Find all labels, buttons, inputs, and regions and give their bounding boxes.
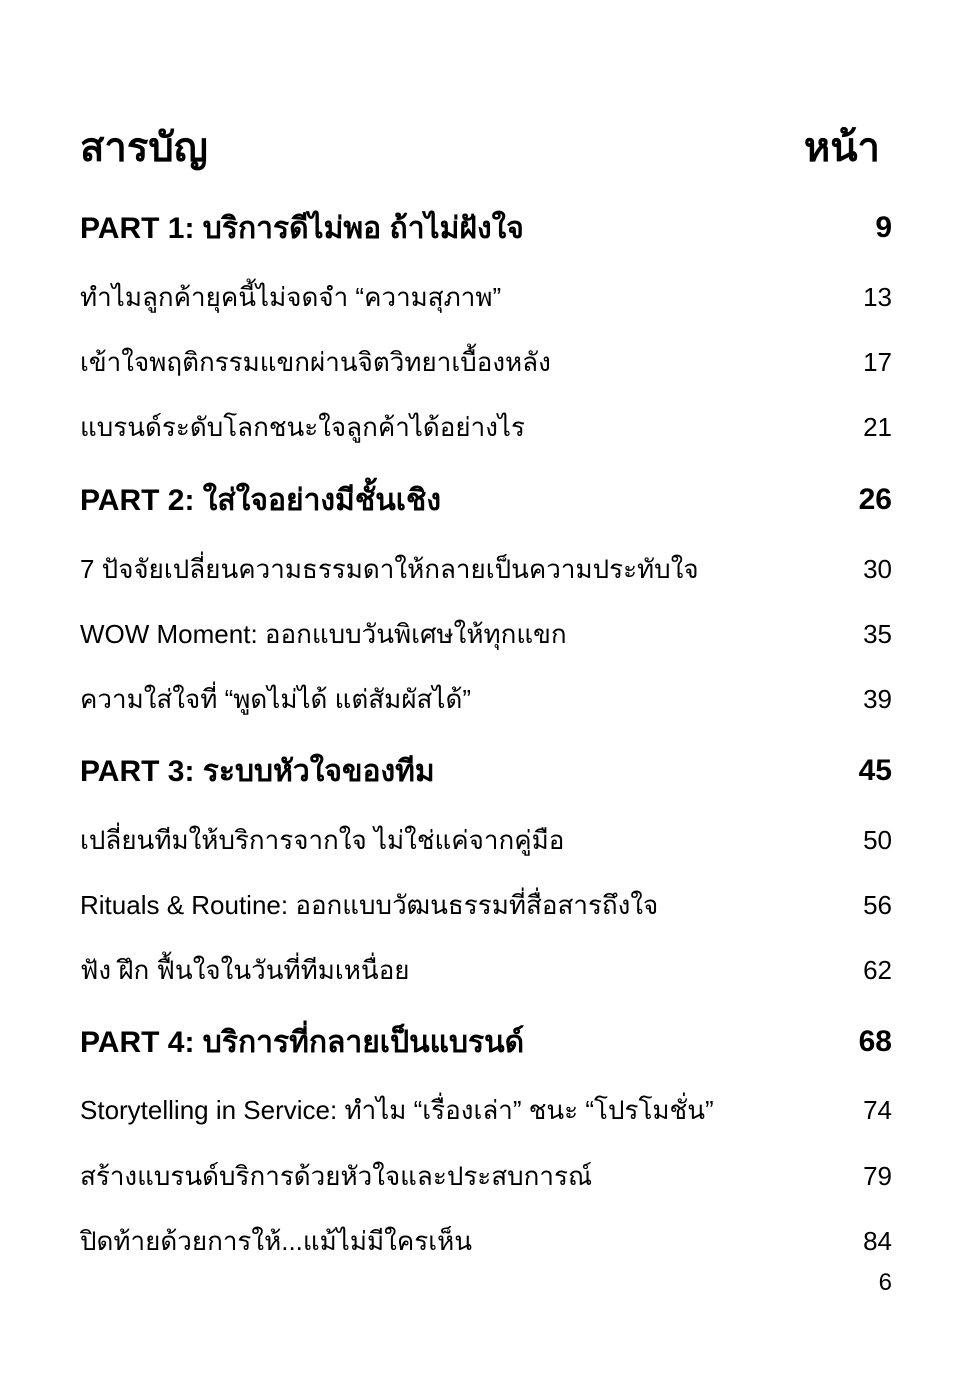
toc-chapter (80, 1090, 892, 1130)
toc-entry-page: 62 (863, 954, 892, 985)
toc-entry-label: ปิดท้ายด้วยการให้...แม้ไม่มีใครเห็น (80, 1225, 472, 1256)
toc-chapter (80, 1221, 892, 1261)
toc-part-3 (80, 746, 892, 796)
toc-entry-label: 7 ปัจจัยเปลี่ยนความธรรมดาให้กลายเป็นความประทับใจ (80, 553, 699, 584)
toc-entry-page: 56 (863, 889, 892, 920)
toc-entry-page: 50 (863, 824, 892, 855)
toc-chapter (80, 342, 892, 382)
toc-entry-label: ความใส่ใจที่ “พูดไม่ได้ แต่สัมผัสได้” (80, 683, 472, 714)
toc-chapter (80, 277, 892, 317)
toc-entry-page: 26 (858, 483, 892, 516)
toc-chapter (80, 885, 892, 925)
toc-entry-label: เข้าใจพฤติกรรมแขกผ่านจิตวิทยาเบื้องหลัง (80, 346, 551, 377)
toc-part-1 (80, 203, 892, 253)
toc-entry-label: PART 4: บริการที่กลายเป็นแบรนด์ (80, 1025, 525, 1059)
toc-entry-label: PART 1: บริการดีไม่พอ ถ้าไม่ฝังใจ (80, 211, 524, 245)
toc-entry-label: Rituals & Routine: ออกแบบวัฒนธรรมที่สื่อสารถึงใจ (80, 889, 659, 920)
toc-entry-page: 30 (863, 553, 892, 584)
toc-entry-label: ฟัง ฝึก ฟื้นใจในวันที่ทีมเหนื่อย (80, 954, 410, 985)
toc-entry-page: 13 (863, 281, 892, 312)
toc-chapter (80, 1156, 892, 1196)
toc-entry-page: 68 (858, 1025, 892, 1058)
toc-entry-page: 17 (863, 346, 892, 377)
toc-entry-page: 9 (875, 211, 892, 244)
toc-chapter (80, 820, 892, 860)
toc-chapter (80, 614, 892, 654)
toc-chapter (80, 549, 892, 589)
toc-chapter (80, 407, 892, 447)
toc-part-2 (80, 475, 892, 525)
toc-entry-page: 84 (863, 1225, 892, 1256)
toc-entry-page: 35 (863, 618, 892, 649)
toc-entry-page: 21 (863, 411, 892, 442)
toc-entry-label: เปลี่ยนทีมให้บริการจากใจ ไม่ใช่แค่จากคู่มือ (80, 824, 565, 855)
toc-entry-label: ทำไมลูกค้ายุคนี้ไม่จดจำ “ความสุภาพ” (80, 281, 502, 312)
page-number: 6 (878, 1269, 892, 1296)
toc-entry-page: 79 (863, 1160, 892, 1191)
toc-entry-label: แบรนด์ระดับโลกชนะใจลูกค้าได้อย่างไร (80, 411, 525, 442)
toc-entry-page: 45 (858, 754, 892, 787)
toc-entry-label: PART 2: ใส่ใจอย่างมีชั้นเชิง (80, 483, 441, 517)
toc-chapter (80, 679, 892, 719)
page-column-heading: หน้า (803, 126, 880, 170)
toc-header (80, 118, 880, 178)
toc-entry-page: 74 (863, 1094, 892, 1125)
toc-chapter (80, 950, 892, 990)
toc-entry-label: WOW Moment: ออกแบบวันพิเศษให้ทุกแขก (80, 618, 567, 649)
toc-entry-label: สร้างแบรนด์บริการด้วยหัวใจและประสบการณ์ (80, 1160, 593, 1191)
toc-entry-page: 39 (863, 683, 892, 714)
toc-entry-label: Storytelling in Service: ทำไม “เรื่องเล่า” ชนะ “โปรโมชั่น” (80, 1094, 714, 1125)
toc-entry-label: PART 3: ระบบหัวใจของทีม (80, 754, 435, 788)
toc-part-4 (80, 1017, 892, 1067)
toc-title: สารบัญ (80, 126, 208, 170)
